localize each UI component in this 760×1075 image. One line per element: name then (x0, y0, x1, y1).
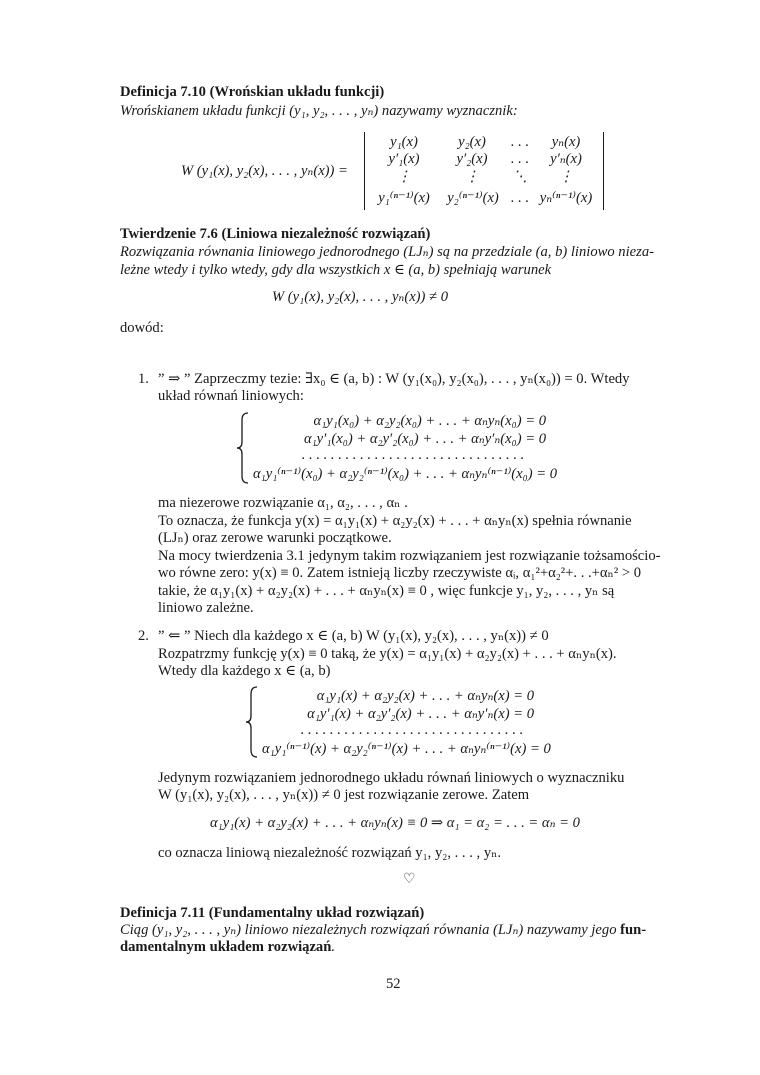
part2-system-eq2: α₁y′₁(x) + α₂y′₂(x) + . . . + αₙy′ₙ(x) = 0 (307, 706, 534, 722)
theorem-7-6-body-line1: Rozwiązania równania liniowego jednorodnego (LJₙ) są na przedziale (a, b) liniowo nieza- (120, 244, 654, 260)
definition-7-11-line1 (120, 922, 646, 939)
part1-after-line: wo równe zero: y(x) ≡ 0. Zatem istnieją liczby rzeczywiste αᵢ, α₁²+α₂²+. . .+αₙ² > 0 (158, 565, 642, 581)
part1-line1: ” ⇒ ” Zaprzeczmy tezie: ∃x₀ ∈ (a, b) : W (y₁(x₀), y₂(x₀), . . . , yₙ(x₀)) = 0. Wtedy (158, 371, 630, 387)
part2-line1: ” ⇐ ” Niech dla każdego x ∈ (a, b) W (y₁(x), y₂(x), . . . , yₙ(x)) ≠ 0 (158, 628, 549, 644)
matrix-cell: ⋮ (464, 169, 480, 185)
part1-system-eq1: α₁y₁(x₀) + α₂y₂(x₀) + . . . + αₙyₙ(x₀) = 0 (313, 413, 546, 429)
definition-7-11-line1-bold: fun- (620, 922, 647, 938)
definition-7-10-body: Wrońskianem układu funkcji (y₁, y₂, . . . , yₙ) nazywamy wyznacznik: (120, 103, 518, 119)
matrix-cell: yₙ(x) (551, 134, 581, 150)
part1-after-line: Na mocy twierdzenia 3.1 jedynym takim rozwiązaniem jest rozwiązanie tożsamościo- (158, 548, 661, 564)
proof-label: dowód: (120, 320, 164, 336)
matrix-cell: y′₂(x) (456, 151, 488, 167)
matrix-cell: y₁(x) (390, 134, 418, 150)
theorem-7-6-body-line2: leżne wtedy i tylko wtedy, gdy dla wszystkich x ∈ (a, b) spełniają warunek (120, 262, 552, 278)
matrix-cell: . . . (510, 151, 530, 167)
part2-system-brace (245, 686, 259, 758)
definition-7-11-line2-bold: damentalnym układem rozwiązań (120, 939, 332, 955)
part2-line2: Rozpatrzmy funkcję y(x) ≡ 0 taką, że y(x) = α₁y₁(x) + α₂y₂(x) + . . . + αₙyₙ(x). (158, 646, 617, 662)
matrix-cell: y₁⁽ⁿ⁻¹⁾(x) (378, 190, 430, 206)
part2-after-line2: W (y₁(x), y₂(x), . . . , yₙ(x)) ≠ 0 jest rozwiązanie zerowe. Zatem (158, 787, 530, 803)
definition-7-11-line1-italic: Ciąg (y₁, y₂, . . . , yₙ) liniowo niezależnych rozwiązań równania (LJₙ) nazywamy jego (120, 922, 621, 938)
matrix-cell: . . . (510, 134, 530, 150)
matrix-cell: y₂(x) (458, 134, 486, 150)
part1-after-line: To oznacza, że funkcja y(x) = α₁y₁(x) + α₂y₂(x) + . . . + αₙyₙ(x) spełnia równanie (158, 513, 632, 529)
part2-display-equation: α₁y₁(x) + α₂y₂(x) + . . . + αₙyₙ(x) ≡ 0 ⇒ α₁ = α₂ = . . . = αₙ = 0 (210, 815, 580, 831)
part2-line3: Wtedy dla każdego x ∈ (a, b) (158, 663, 331, 679)
definition-7-11-line2 (120, 939, 335, 956)
part1-after-line: (LJₙ) oraz zerowe warunki początkowe. (158, 530, 392, 546)
qed-heart-icon: ♡ (403, 871, 416, 887)
part1-line2: układ równań liniowych: (158, 388, 304, 404)
definition-7-11-line2-end: . (331, 939, 336, 955)
definition-7-11-title: Definicja 7.11 (Fundamentalny układ rozwiązań) (120, 905, 425, 921)
theorem-7-6-condition: W (y₁(x), y₂(x), . . . , yₙ(x)) ≠ 0 (272, 289, 448, 305)
part2-system-eq4: α₁y₁⁽ⁿ⁻¹⁾(x) + α₂y₂⁽ⁿ⁻¹⁾(x) + . . . + αₙyₙ⁽ⁿ⁻¹⁾(x) = 0 (262, 741, 551, 757)
part1-after-line: takie, że α₁y₁(x) + α₂y₂(x) + . . . + αₙyₙ(x) ≡ 0 , więc funkcje y₁, y₂, . . . , yₙ są (158, 583, 615, 599)
matrix-cell: y′ₙ(x) (550, 151, 582, 167)
part2-after-line1: Jedynym rozwiązaniem jednorodnego układu równań liniowych o wyznaczniku (158, 770, 625, 786)
theorem-7-6-title: Twierdzenie 7.6 (Liniowa niezależność rozwiązań) (120, 226, 431, 242)
determinant-left-bar (364, 132, 365, 210)
page-number: 52 (386, 976, 401, 992)
matrix-cell: ⋮ (396, 169, 412, 185)
part1-system-dots: . . . . . . . . . . . . . . . . . . . . . . . . . . . . . . . (301, 447, 525, 463)
matrix-cell: . . . (510, 190, 530, 206)
part2-system-dots: . . . . . . . . . . . . . . . . . . . . . . . . . . . . . . . (300, 722, 524, 738)
matrix-cell: yₙ⁽ⁿ⁻¹⁾(x) (539, 190, 593, 206)
wronskian-lhs: W (y₁(x), y₂(x), . . . , yₙ(x)) = (181, 163, 348, 179)
part1-system-eq4: α₁y₁⁽ⁿ⁻¹⁾(x₀) + α₂y₂⁽ⁿ⁻¹⁾(x₀) + . . . + αₙyₙ⁽ⁿ⁻¹⁾(x₀) = 0 (253, 466, 557, 482)
matrix-cell: ⋱ (512, 169, 528, 185)
part2-number: 2. (138, 628, 149, 644)
part1-system-brace (236, 412, 250, 484)
part1-after-line: ma niezerowe rozwiązanie α₁, α₂, . . . , αₙ . (158, 495, 408, 511)
part1-after-line: liniowo zależne. (158, 600, 254, 616)
part1-system-eq2: α₁y′₁(x₀) + α₂y′₂(x₀) + . . . + αₙy′ₙ(x₀) = 0 (303, 431, 546, 447)
part2-system-eq1: α₁y₁(x) + α₂y₂(x) + . . . + αₙyₙ(x) = 0 (316, 688, 534, 704)
matrix-cell: y′₁(x) (388, 151, 420, 167)
matrix-cell: ⋮ (558, 169, 574, 185)
part2-conclusion: co oznacza liniową niezależność rozwiązań y₁, y₂, . . . , yₙ. (158, 845, 502, 861)
definition-7-10-title: Definicja 7.10 (Wrońskian układu funkcji) (120, 84, 385, 100)
determinant-right-bar (603, 132, 604, 210)
matrix-cell: y₂⁽ⁿ⁻¹⁾(x) (447, 190, 499, 206)
part1-number: 1. (138, 371, 149, 387)
